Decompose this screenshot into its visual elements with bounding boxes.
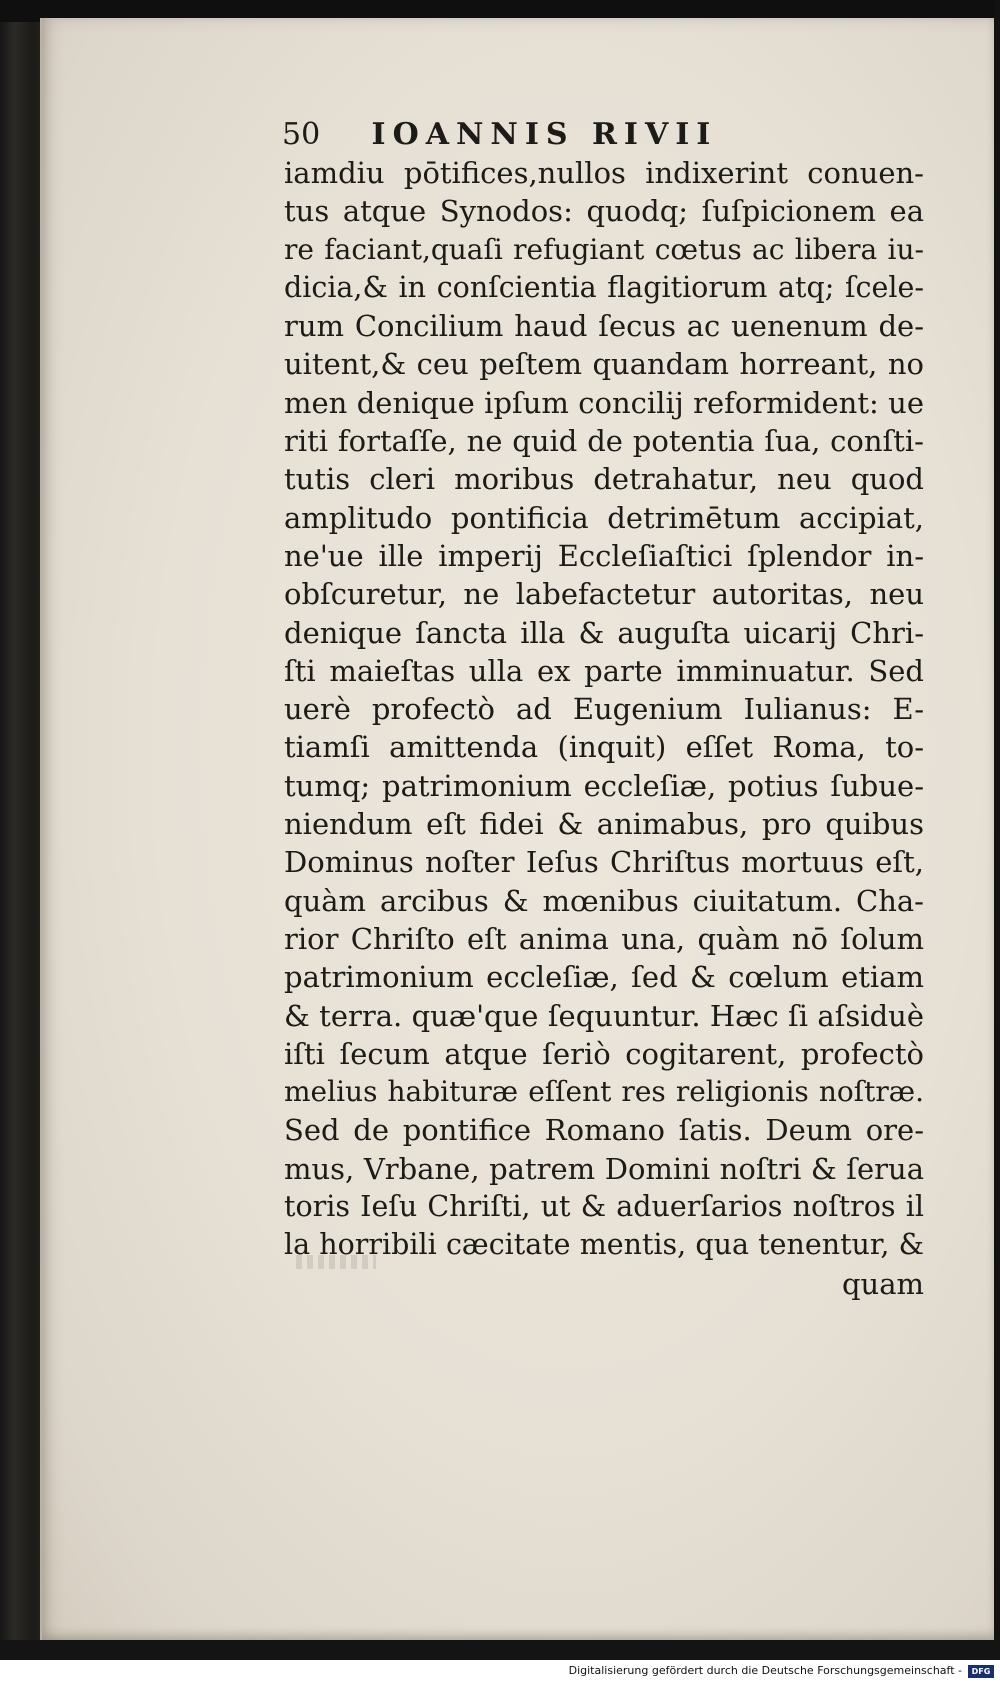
text-line: mus, Vrbane, patrem Domini noſtri & ſerua xyxy=(284,1151,924,1186)
text-line: Dominus noſter Ieſus Chriſtus mortuus eſt, xyxy=(284,845,924,880)
text-line: dicia,& in conſcientia flagitiorum atq; ſcele- xyxy=(284,270,924,304)
text-line: re faciant,quaſi refugiant cœtus ac libera iu- xyxy=(284,232,924,266)
text-line: rum Concilium haud ſecus ac uenenum de- xyxy=(284,309,924,344)
text-line: tiamſi amittenda (inquit) eſſet Roma, to- xyxy=(284,730,924,765)
text-line: quam xyxy=(841,1266,924,1301)
footer-credit-bar xyxy=(0,1660,1000,1682)
text-line: iamdiu pōtifices,nullos indixerint conuen- xyxy=(284,156,924,190)
text-line: quàm arcibus & mœnibus ciuitatum. Cha- xyxy=(284,883,924,918)
text-line: denique ſancta illa & auguſta uicarij Chri- xyxy=(284,615,924,650)
text-line: obſcuretur, ne labefactetur autoritas, neu xyxy=(284,577,924,612)
text-line: tutis cleri moribus detrahatur, neu quod xyxy=(284,462,924,497)
text-line: uerè profectò ad Eugenium Iulianus: E- xyxy=(284,692,924,727)
text-line: amplitudo pontificia detrimētum accipiat, xyxy=(284,500,924,535)
text-line: Sed de pontifice Romano ſatis. Deum ore- xyxy=(284,1113,924,1148)
digitization-credit: Digitalisierung gefördert durch die Deutsche Forschungsgemeinschaft - xyxy=(568,1664,962,1677)
text-line: niendum eſt fidei & animabus, pro quibus xyxy=(284,807,924,842)
text-line: ne'ue ille imperij Eccleſiaſtici ſplendor in- xyxy=(284,538,924,573)
text-line: toris Ieſu Chriſti, ut & aduerſarios noſtros il xyxy=(284,1190,924,1224)
text-line: melius habituræ eſſent res religionis noſtræ. xyxy=(284,1075,924,1109)
text-line: tus atque Synodos: quodq; ſuſpicionem ea xyxy=(284,194,924,229)
running-title: IOANNIS RIVII xyxy=(371,117,718,152)
text-line: la horribili cæcitate mentis, qua tenentur, & xyxy=(284,1228,924,1262)
body-text xyxy=(284,156,924,1305)
text-line: tumq; patrimonium eccleſiæ, potius ſubue- xyxy=(284,768,924,803)
bottom-shadow xyxy=(0,1640,1000,1660)
text-line: patrimonium eccleſiæ, ſed & cœlum etiam xyxy=(284,960,924,995)
text-line: riti fortaſſe, ne quid de potentia ſua, conſti- xyxy=(284,424,924,459)
right-edge xyxy=(994,0,1000,1660)
faint-offset-mark xyxy=(296,1255,376,1269)
dfg-logo: DFG xyxy=(968,1665,994,1678)
text-line: uitent,& ceu peſtem quandam horreant, no xyxy=(284,347,924,382)
page-number: 50 xyxy=(282,117,321,152)
text-line: rior Chriſto eſt anima una, quàm nō ſolum xyxy=(284,921,924,956)
text-line: men denique ipſum concilij reformident: ue xyxy=(284,385,924,420)
text-line: iſti ſecum atque ſeriò cogitarent, profectò xyxy=(284,1036,924,1071)
running-head xyxy=(282,116,822,154)
text-line: & terra. quæ'que ſequuntur. Hæc ſi aſsiduè xyxy=(284,998,924,1033)
text-line: ſti maieſtas ulla ex parte imminuatur. Sed xyxy=(284,653,924,688)
